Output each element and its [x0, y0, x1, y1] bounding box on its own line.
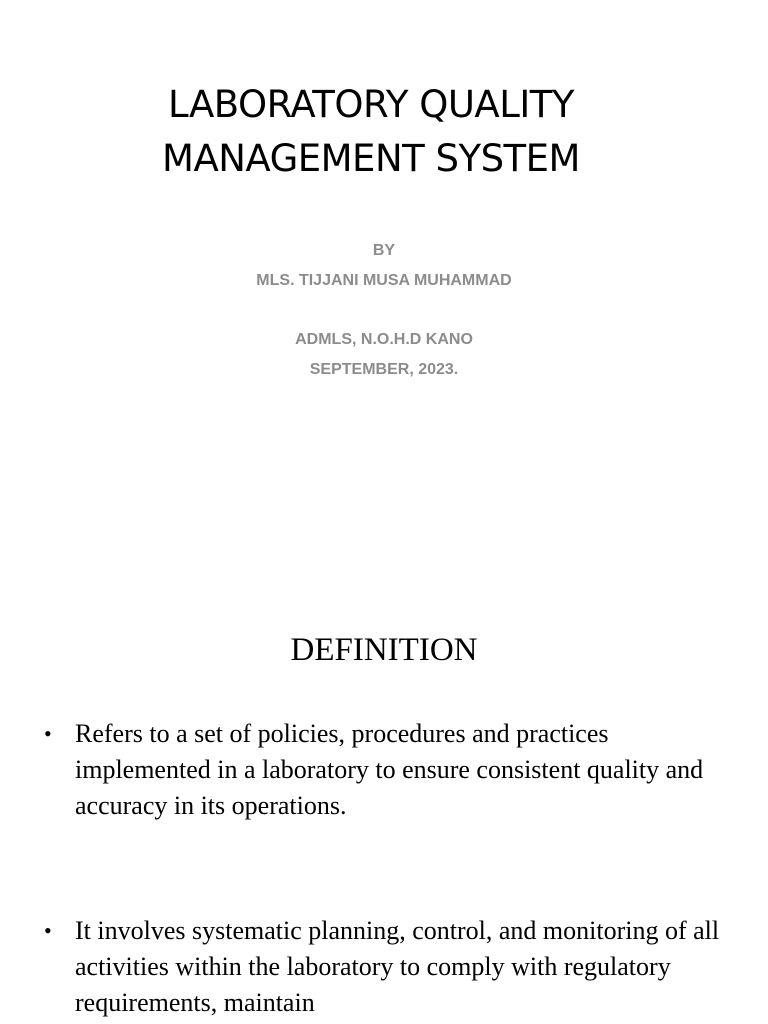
- subtitle-spacer: [0, 296, 768, 325]
- definition-heading: DEFINITION: [290, 632, 478, 668]
- bullet-item: [44, 913, 724, 1021]
- bullet-icon: •: [44, 721, 52, 746]
- presentation-title: [0, 78, 742, 186]
- by-label: BY: [372, 242, 396, 259]
- author-name: MLS. TIJJANI MUSA MUHAMMAD: [256, 272, 512, 289]
- author-affiliation: ADMLS, N.O.H.D KANO: [295, 331, 473, 348]
- title-line-1: LABORATORY QUALITY: [168, 83, 574, 126]
- definition-slide: [0, 576, 768, 1024]
- bullet-text: Refers to a set of policies, procedures and practices implemented in a laboratory to ensure consistent quality and accuracy in its operations.: [75, 719, 704, 820]
- bullet-item: [44, 716, 724, 824]
- presentation-date: SEPTEMBER, 2023.: [309, 361, 459, 378]
- title-line-2: MANAGEMENT SYSTEM: [162, 137, 580, 180]
- bullet-icon: •: [44, 918, 52, 943]
- bullet-text: It involves systematic planning, control, and monitoring of all activities within the laboratory to comply with regulatory requirements, maintain: [75, 916, 720, 1017]
- presentation-subtitle: [0, 236, 768, 385]
